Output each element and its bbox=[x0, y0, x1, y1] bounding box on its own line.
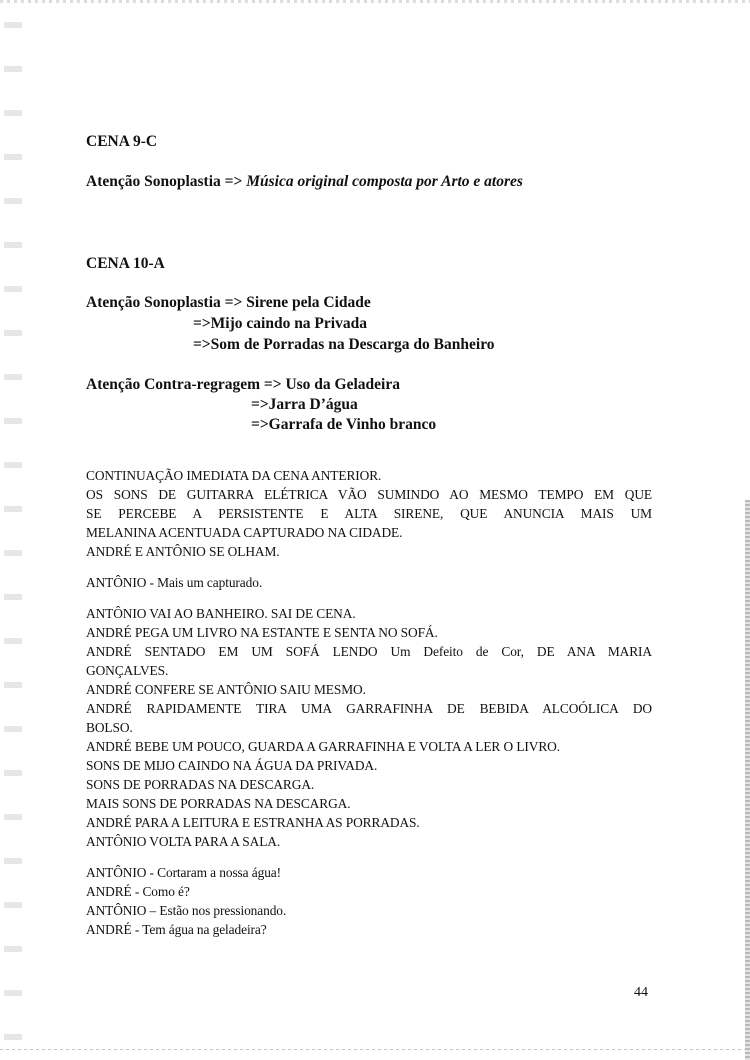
script-line: ANDRÉ CONFERE SE ANTÔNIO SAIU MESMO. bbox=[86, 682, 366, 697]
script-line: ANDRÉ SENTADO EM UM SOFÁ LENDO Um Defeito de Cor, DE ANA MARIA bbox=[86, 644, 652, 659]
scene-10a-heading: CENA 10-A bbox=[86, 255, 165, 272]
scene-9c-sound-cue bbox=[86, 173, 523, 191]
script-line: ANTÔNIO - Mais um capturado. bbox=[86, 575, 263, 590]
sound-label: Atenção Sonoplastia => bbox=[86, 173, 243, 190]
script-line: ANDRÉ - Como é? bbox=[86, 884, 190, 899]
script-line: MAIS SONS DE PORRADAS NA DESCARGA. bbox=[86, 796, 351, 811]
props-label: Atenção Contra-regragem => bbox=[86, 376, 282, 393]
page-number: 44 bbox=[634, 985, 648, 1000]
script-line: ANDRÉ E ANTÔNIO SE OLHAM. bbox=[86, 544, 280, 559]
script-line: ANDRÉ PEGA UM LIVRO NA ESTANTE E SENTA NO SOFÁ. bbox=[86, 625, 438, 640]
script-line: ANTÔNIO VOLTA PARA A SALA. bbox=[86, 834, 281, 849]
script-line: OS SONS DE GUITARRA ELÉTRICA VÃO SUMINDO AO MESMO TEMPO EM QUE bbox=[86, 487, 652, 502]
script-line: SONS DE MIJO CAINDO NA ÁGUA DA PRIVADA. bbox=[86, 758, 378, 773]
script-line: ANDRÉ PARA A LEITURA E ESTRANHA AS PORRADAS. bbox=[86, 815, 420, 830]
scene-10a-props-cue-1 bbox=[86, 376, 400, 394]
scene-10a-sound-cue-1 bbox=[86, 294, 371, 312]
script-line: MELANINA ACENTUADA CAPTURADO NA CIDADE. bbox=[86, 525, 403, 540]
script-line: GONÇALVES. bbox=[86, 663, 169, 678]
sound-cue-text: Sirene pela Cidade bbox=[246, 294, 371, 311]
scene-9c-heading: CENA 9-C bbox=[86, 133, 158, 150]
scan-binding-marks bbox=[4, 0, 22, 1060]
script-line: ANTÔNIO - Cortaram a nossa água! bbox=[86, 865, 281, 880]
scan-bottom-edge bbox=[0, 1049, 750, 1050]
scene-10a-props-cue-3: =>Garrafa de Vinho branco bbox=[251, 416, 437, 433]
script-line: ANTÔNIO VAI AO BANHEIRO. SAI DE CENA. bbox=[86, 606, 356, 621]
script-line: ANDRÉ - Tem água na geladeira? bbox=[86, 922, 267, 937]
script-line: BOLSO. bbox=[86, 720, 133, 735]
script-line: ANDRÉ RAPIDAMENTE TIRA UMA GARRAFINHA DE BEBIDA ALCOÓLICA DO bbox=[86, 701, 652, 716]
sound-label: Atenção Sonoplastia => bbox=[86, 294, 243, 311]
script-line: SE PERCEBE A PERSISTENTE E ALTA SIRENE, QUE ANUNCIA MAIS UM bbox=[86, 506, 652, 521]
scene-10a-props-cue-2: =>Jarra D’água bbox=[251, 396, 358, 413]
script-line: ANDRÉ BEBE UM POUCO, GUARDA A GARRAFINHA E VOLTA A LER O LIVRO. bbox=[86, 739, 560, 754]
props-cue-text: Uso da Geladeira bbox=[285, 376, 400, 393]
script-line: CONTINUAÇÃO IMEDIATA DA CENA ANTERIOR. bbox=[86, 468, 382, 483]
scan-top-edge bbox=[0, 0, 750, 3]
scan-right-edge bbox=[745, 500, 750, 1060]
script-line: ANTÔNIO – Estão nos pressionando. bbox=[86, 903, 287, 918]
sound-cue-text: Música original composta por Arto e atores bbox=[246, 173, 523, 190]
scene-10a-sound-cue-3: =>Som de Porradas na Descarga do Banheiro bbox=[193, 336, 495, 353]
script-line: SONS DE PORRADAS NA DESCARGA. bbox=[86, 777, 315, 792]
scene-10a-sound-cue-2: =>Mijo caindo na Privada bbox=[193, 315, 367, 332]
